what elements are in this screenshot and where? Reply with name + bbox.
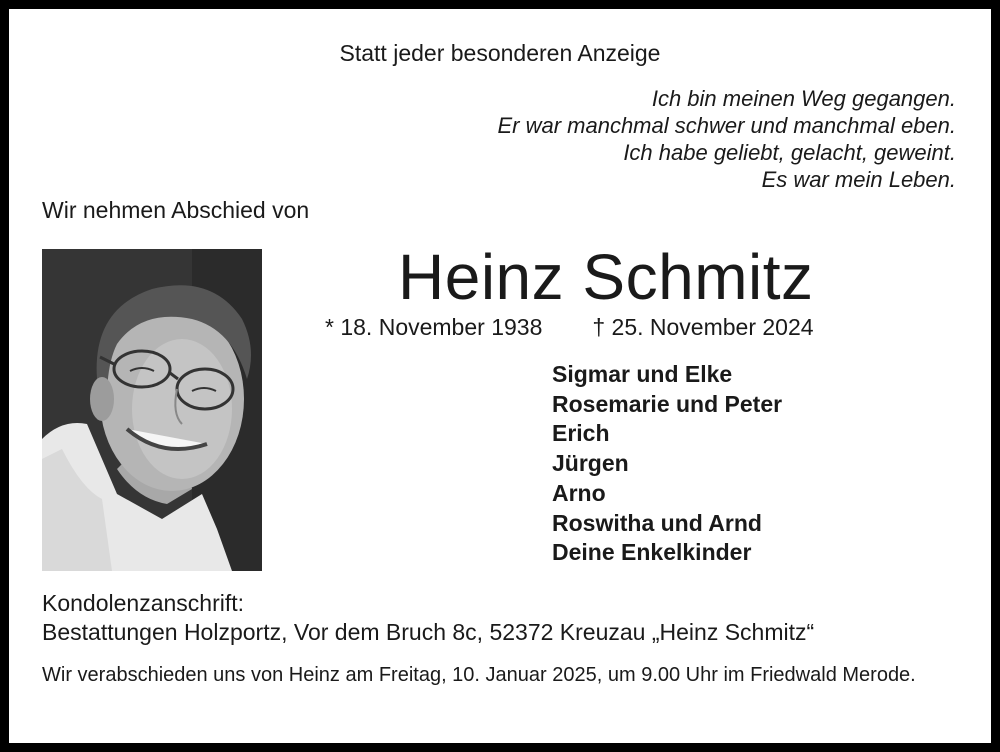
- condolence-address: Bestattungen Holzportz, Vor dem Bruch 8c, 52372 Kreuzau „Heinz Schmitz“: [42, 619, 815, 645]
- portrait-illustration: [42, 249, 262, 571]
- family-list: [552, 360, 782, 568]
- life-dates: [325, 314, 814, 341]
- family-member: Arno: [552, 479, 606, 506]
- family-member: Sigmar und Elke: [552, 361, 733, 387]
- family-member: Deine Enkelkinder: [552, 539, 752, 566]
- poem-line: Ich habe geliebt, gelacht, geweint.: [623, 140, 956, 165]
- poem-line: Er war manchmal schwer und manchmal eben.: [497, 113, 956, 138]
- poem-line: Ich bin meinen Weg gegangen.: [651, 86, 956, 111]
- poem-line: Es war mein Leben.: [761, 167, 956, 192]
- header-text: Statt jeder besonderen Anzeige: [339, 40, 661, 66]
- family-member: Erich: [552, 420, 610, 447]
- intro-text: Wir nehmen Abschied von: [42, 197, 310, 223]
- family-member: Roswitha und Arnd: [552, 509, 762, 536]
- family-member: Rosemarie und Peter: [552, 390, 783, 417]
- condolence-label: Kondolenzanschrift:: [42, 590, 245, 616]
- portrait-photo: [42, 249, 262, 571]
- deceased-name: Heinz Schmitz: [398, 241, 814, 313]
- condolence-block: [42, 589, 814, 647]
- birth-date: * 18. November 1938: [325, 314, 543, 340]
- family-member: Jürgen: [552, 450, 629, 477]
- farewell-text: Wir verabschieden uns von Heinz am Freitag, 10. Januar 2025, um 9.00 Uhr im Friedwald Merode.: [42, 664, 916, 686]
- poem: [497, 85, 956, 193]
- death-date: † 25. November 2024: [592, 314, 814, 340]
